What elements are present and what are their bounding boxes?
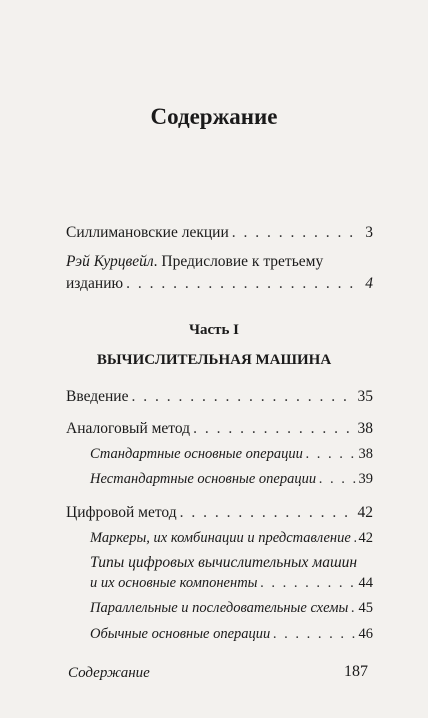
toc-entry (66, 388, 373, 406)
dot-leader (193, 420, 354, 438)
toc-entry-page: 35 (357, 388, 373, 405)
dot-leader (180, 504, 355, 522)
toc-entry-title: Цифровой метод (66, 504, 177, 521)
toc-entry-preface-line1 (66, 253, 323, 271)
toc-entry-page: 46 (358, 626, 373, 642)
toc-entry-title: Нестандартные основные операции (90, 471, 317, 487)
toc-entry-title: Введение (66, 388, 129, 405)
preface-author: Рэй Курцвейл (66, 253, 154, 270)
toc-subentry (90, 446, 373, 463)
toc-entry-page: 42 (357, 504, 373, 521)
page-number: 187 (344, 663, 368, 680)
toc-entry-lectures (66, 224, 373, 242)
dot-leader (232, 224, 363, 242)
dot-leader (351, 600, 355, 617)
dot-leader (131, 388, 354, 406)
toc-entry-title: Параллельные и последовательные схемы (90, 600, 349, 616)
toc-entry-page: 44 (358, 575, 373, 591)
preface-title: . Предисловие к третьему (153, 253, 324, 270)
toc-subentry-line1: Типы цифровых вычислительных машин (90, 554, 358, 571)
toc-entry (66, 420, 373, 438)
toc-entry-title: Стандартные основные операции (90, 446, 303, 462)
toc-subentry (90, 575, 373, 592)
preface-title-line2: изданию (66, 275, 124, 292)
dot-leader (319, 471, 355, 488)
toc-entry-title: Маркеры, их комбинации и представление (90, 530, 351, 546)
toc-entry-page: 39 (358, 471, 373, 487)
toc-entry-page: 38 (357, 420, 373, 437)
toc-entry-page: 42 (358, 530, 373, 546)
toc-subentry (90, 626, 373, 643)
dot-leader (126, 275, 362, 293)
toc-entry-page: 4 (365, 275, 373, 292)
toc-entry-page: 3 (365, 224, 373, 241)
toc-subentry (90, 471, 373, 488)
toc-entry-title: Аналоговый метод (66, 420, 191, 437)
toc-entry-title: и их основные компоненты (90, 575, 258, 591)
part-label: Часть I (188, 322, 240, 338)
dot-leader (354, 530, 356, 547)
toc-entry (66, 504, 373, 522)
dot-leader (273, 626, 355, 643)
running-footer: Содержание (68, 665, 150, 681)
dot-leader (306, 446, 356, 463)
toc-entry-page: 45 (358, 600, 373, 616)
toc-subentry (90, 600, 373, 617)
toc-entry-title: Силлимановские лекции (66, 224, 229, 241)
dot-leader (260, 575, 355, 592)
toc-entry-preface-line2 (66, 275, 373, 293)
part-name: ВЫЧИСЛИТЕЛЬНАЯ МАШИНА (96, 352, 332, 368)
toc-subentry (90, 530, 373, 547)
page-title: Содержание (150, 104, 278, 129)
toc-entry-page: 38 (358, 446, 373, 462)
toc-entry-title: Обычные основные операции (90, 626, 271, 642)
